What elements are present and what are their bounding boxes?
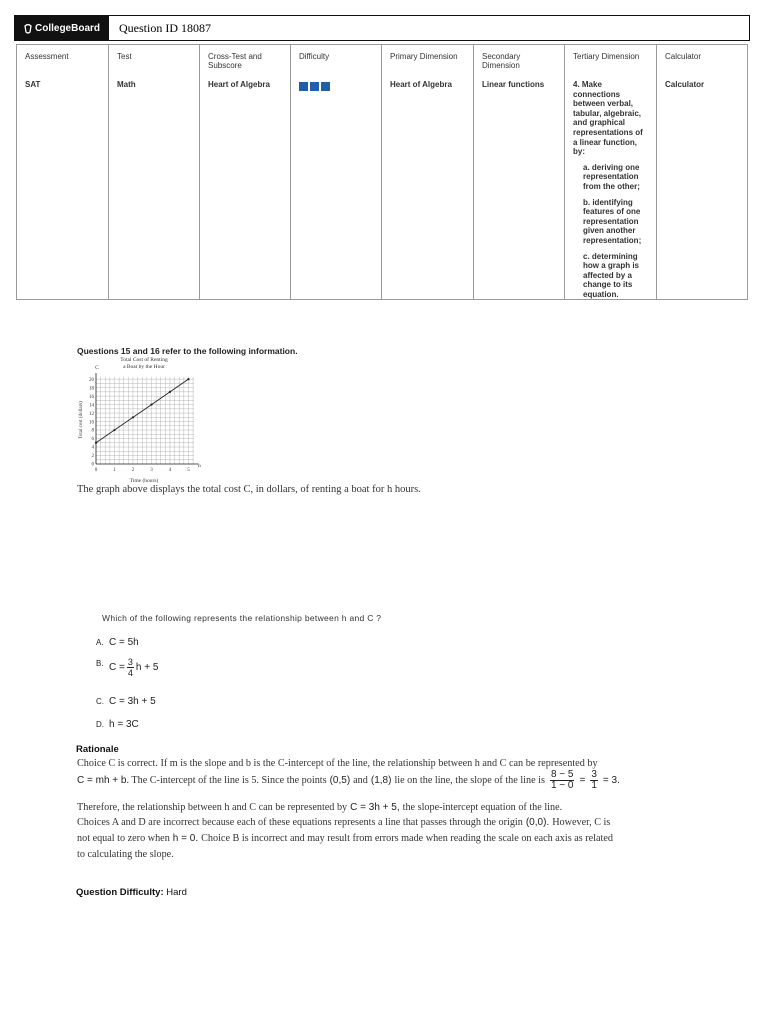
header-difficulty: Difficulty xyxy=(291,45,382,75)
y-tick-label: 16 xyxy=(89,394,94,400)
y-tick-label: 2 xyxy=(91,454,94,460)
rationale-line-3 xyxy=(77,802,562,813)
value-primary-dimension: Heart of Algebra xyxy=(382,74,474,300)
y-tick-label: 12 xyxy=(89,411,94,417)
acorn-icon xyxy=(23,23,33,34)
x-tick-label: 1 xyxy=(113,468,116,473)
choice-b-pre: C = xyxy=(109,662,125,673)
choice-d-expression: h = 3C xyxy=(109,719,139,730)
choice-b-letter: B. xyxy=(96,659,104,668)
y-tick-label: 4 xyxy=(91,445,94,451)
header-primary-dimension: Primary Dimension xyxy=(382,45,474,75)
choice-d-letter: D. xyxy=(96,720,104,729)
metadata-value-row xyxy=(17,74,748,300)
data-point xyxy=(187,378,189,380)
x-tick-label: 2 xyxy=(131,468,135,473)
choice-a-expression: C = 5h xyxy=(109,637,139,648)
value-calculator: Calculator xyxy=(657,74,748,300)
y-tick-label: 8 xyxy=(91,428,94,434)
question-stem: The graph above displays the total cost C, in dollars, of renting a boat for h hours. xyxy=(77,484,421,495)
chart-y-variable: C xyxy=(95,365,99,371)
rationale-slope-simplified xyxy=(590,770,598,791)
rationale-line-2 xyxy=(77,770,620,791)
header-assessment: Assessment xyxy=(17,45,109,75)
rationale-line-6: to calculating the slope. xyxy=(77,849,174,860)
rationale-slope-numerator: 8 − 5 xyxy=(550,769,574,780)
tertiary-main: 4. Make connections between verbal, tabular, algebraic, and graphical representations of a linear function, by: xyxy=(573,80,643,157)
y-tick-label: 20 xyxy=(89,377,94,383)
value-tertiary-dimension xyxy=(565,74,657,300)
question-text: Which of the following represents the relationship between h and C ? xyxy=(102,613,382,623)
y-tick-label: 14 xyxy=(89,403,94,409)
x-tick-label: 0 xyxy=(94,468,98,473)
header-test: Test xyxy=(109,45,200,75)
metadata-table xyxy=(16,44,748,300)
header-tertiary-dimension: Tertiary Dimension xyxy=(565,45,657,75)
difficulty-bars xyxy=(299,82,373,91)
choice-b-numerator: 3 xyxy=(127,657,133,667)
question-intro: Questions 15 and 16 refer to the following information. xyxy=(77,346,298,356)
data-point xyxy=(95,442,97,444)
metadata-header-row xyxy=(17,45,748,75)
logo-text: CollegeBoard xyxy=(35,22,101,34)
rationale-slope-result: = 3. xyxy=(602,775,620,786)
choice-b-post: h + 5 xyxy=(135,662,159,673)
chart-title-line-1: Total Cost of Renting xyxy=(120,357,168,363)
cost-chart xyxy=(72,356,212,484)
rationale-line-5 xyxy=(77,833,613,844)
data-point xyxy=(113,429,115,431)
rationale-text-4b: However, C is xyxy=(552,817,611,828)
rationale-title: Rationale xyxy=(76,744,119,755)
question-id: Question ID 18087 xyxy=(119,20,211,35)
rationale-line-4 xyxy=(77,817,610,828)
rationale-text-4a: Choices A and D are incorrect because each of these equations represents a line that passes through the origin xyxy=(77,817,523,828)
header-calculator: Calculator xyxy=(657,45,748,75)
value-assessment: SAT xyxy=(17,74,109,300)
rationale-h-zero: h = 0. xyxy=(172,833,199,844)
data-point xyxy=(132,416,134,418)
value-test: Math xyxy=(109,74,200,300)
data-point xyxy=(150,403,152,405)
rationale-origin: (0,0). xyxy=(525,817,550,828)
value-difficulty xyxy=(291,74,382,300)
rationale-slope-denominator: 1 − 0 xyxy=(550,780,574,791)
tertiary-item-b: b. identifying features of one representation given another representation; xyxy=(583,197,642,245)
rationale-text-2a: . The C-intercept of the line is 5. Since the points xyxy=(126,775,327,786)
rationale-text-3a: Therefore, the relationship between h and C can be represented by xyxy=(77,802,348,813)
choice-a-letter: A. xyxy=(96,638,104,647)
difficulty-bar xyxy=(321,82,330,91)
rationale-text-5a: not equal to zero when xyxy=(77,833,170,844)
choice-c[interactable] xyxy=(96,696,156,707)
rationale-text-3b: the slope-intercept equation of the line. xyxy=(402,802,563,813)
tertiary-item-c: c. determining how a graph is affected by a change to its equation. xyxy=(583,251,640,299)
question-difficulty xyxy=(76,887,187,898)
choice-b-fraction xyxy=(127,657,134,678)
tertiary-item-a: a. deriving one representation from the other; xyxy=(583,162,640,191)
x-tick-label: 4 xyxy=(168,468,172,473)
header-secondary-dimension: Secondary Dimension xyxy=(474,45,565,75)
rationale-equals: = xyxy=(579,775,586,786)
choice-a[interactable] xyxy=(96,637,139,648)
difficulty-bar xyxy=(310,82,319,91)
y-tick-label: 10 xyxy=(89,420,94,426)
choice-d[interactable] xyxy=(96,719,139,730)
header-cross-test: Cross-Test and Subscore xyxy=(200,45,291,75)
y-tick-label: 6 xyxy=(91,437,94,443)
difficulty-bar xyxy=(299,82,308,91)
rationale-general-equation: C = mh + b xyxy=(77,775,127,786)
rationale-slope-fraction xyxy=(550,770,575,791)
y-tick-label: 0 xyxy=(91,462,94,468)
difficulty-value: Hard xyxy=(166,887,187,898)
rationale-text-2b: lie on the line, the slope of the line is xyxy=(394,775,545,786)
choice-b-denominator: 4 xyxy=(127,668,133,678)
y-tick-label: 18 xyxy=(89,386,94,392)
choice-c-letter: C. xyxy=(96,697,104,706)
rationale-and: and xyxy=(353,775,368,786)
chart-y-axis-label: Total cost (dollars) xyxy=(79,401,84,439)
question-header xyxy=(14,15,750,41)
x-tick-label: 3 xyxy=(150,468,153,473)
choice-c-expression: C = 3h + 5 xyxy=(109,696,156,707)
rationale-line-1: Choice C is correct. If m is the slope and b is the C-intercept of the line, the relationship between h and C can be represented by xyxy=(77,758,598,769)
collegeboard-logo xyxy=(15,16,109,40)
chart-ticks xyxy=(89,378,190,473)
choice-b[interactable] xyxy=(96,659,158,678)
x-tick-label: 5 xyxy=(187,468,190,473)
choice-b-expression xyxy=(109,657,158,678)
value-cross-test: Heart of Algebra xyxy=(200,74,291,300)
rationale-simplified-numerator: 3 xyxy=(591,769,597,780)
chart-title-line-2: a Boat by the Hour xyxy=(123,364,165,370)
rationale-point-2: (1,8) xyxy=(370,775,392,786)
data-point xyxy=(169,391,171,393)
rationale-final-equation: C = 3h + 5, xyxy=(350,802,400,813)
value-secondary-dimension: Linear functions xyxy=(474,74,565,300)
chart-grid xyxy=(96,377,194,464)
difficulty-label: Question Difficulty: xyxy=(76,887,164,898)
rationale-point-1: (0,5) xyxy=(329,775,351,786)
chart-x-axis-label: Time (hours) xyxy=(129,478,159,484)
rationale-simplified-denominator: 1 xyxy=(591,780,597,791)
chart-x-variable: h xyxy=(198,463,201,469)
rationale-text-5b: Choice B is incorrect and may result from errors made when reading the scale on each axis as related xyxy=(201,833,613,844)
